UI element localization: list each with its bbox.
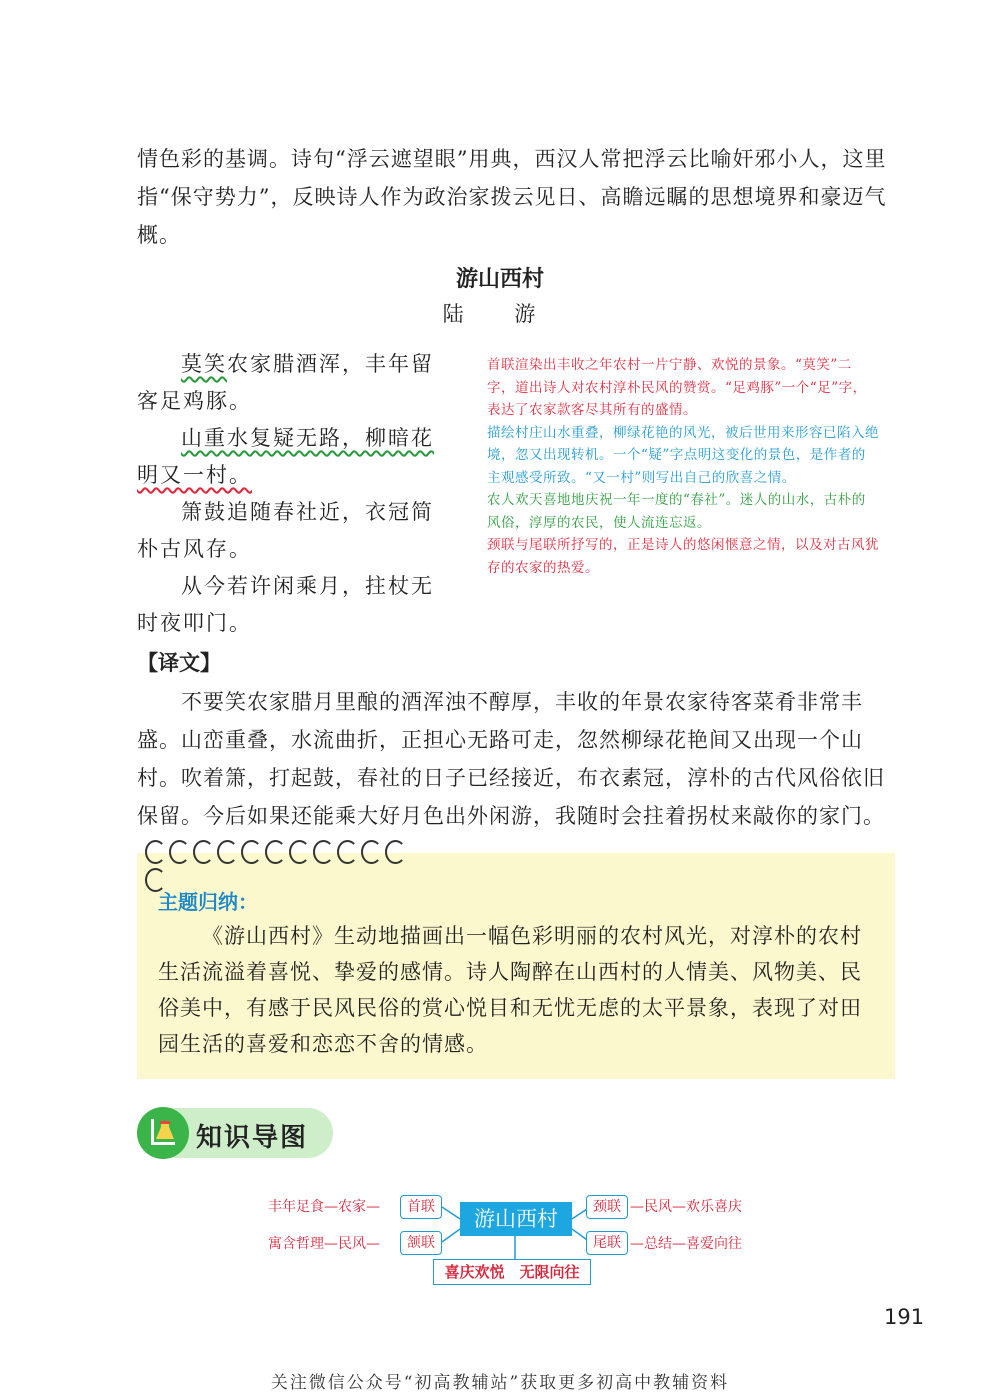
flask-icon-svg	[137, 1107, 189, 1159]
poem-highlight-moxiao: 莫笑	[181, 352, 227, 376]
theme-text	[158, 918, 880, 1062]
intro-paragraph: 情色彩的基调。诗句“浮云遮望眼”用典，西汉人常把浮云比喻奸邪小人，这里指“保守势力”，反映诗人作为政治家拨云见日、高瞻远瞩的思想境界和豪迈气概。	[137, 147, 887, 247]
annotation-note-3: 农人欢天喜地地庆祝一年一度的“春社”。迷人的山水，古朴的风俗，淳厚的农民，使人流连忘返。	[487, 492, 866, 531]
mind-map-right-2: —总结—喜爱向往	[630, 1236, 742, 1252]
ring-icon	[289, 840, 310, 864]
knowledge-map-title: 知识导图	[196, 1123, 309, 1153]
translation-text	[137, 683, 897, 835]
poem-highlight-line3: 山重水复疑无路，柳暗花	[181, 426, 434, 450]
poem-annotations	[487, 354, 879, 579]
poem-title: 游山西村	[455, 267, 544, 292]
poem-line-7: 从今若许闲乘月，拄杖无	[181, 574, 434, 598]
ring-icon	[217, 840, 238, 864]
footer-watermark: 关注微信公众号“初高教辅站”获取更多初高中教辅资料	[270, 1373, 730, 1393]
theme-body: 《游山西村》生动地描画出一幅色彩明丽的农村风光，对淳朴的农村生活流溢着喜悦、挚爱的感情。诗人陶醉在山西村的人情美、风物美、民俗美中，有感于民风民俗的赏心悦目和无忧无虑的太平景象，表现了对田园生活的喜爱和恋恋不舍的情感。	[158, 924, 862, 1056]
translation-body: 不要笑农家腊月里酿的酒浑浊不醇厚，丰收的年景农家待客菜肴非常丰盛。山峦重叠，水流曲折，正担心无路可走，忽然柳绿花艳间又出现一个山村。吹着箫，打起鼓，春社的日子已经接近，布衣素冠，淳朴的古代风俗依旧保留。今后如果还能乘大好月色出外闲游，我随时会拄着拐杖来敲你的家门。	[137, 690, 885, 828]
flask-icon	[137, 1107, 189, 1159]
mind-map-center: 游山西村	[460, 1202, 572, 1236]
mind-map-tag-weilian: 尾联	[586, 1231, 628, 1255]
poem-line-3	[137, 420, 437, 457]
ring-icon	[241, 840, 262, 864]
poem-body	[137, 346, 437, 642]
ring-icon	[145, 840, 166, 864]
poem-highlight-line4: 明又一村。	[137, 463, 252, 487]
poem-line-2: 客足鸡豚。	[137, 389, 252, 413]
poem-line-1	[137, 346, 437, 383]
poem-line-8: 时夜叩门。	[137, 611, 252, 635]
ring-icon	[337, 840, 358, 864]
ring-icon	[169, 840, 190, 864]
mind-map-left-2: 寓含哲理—民风—	[268, 1236, 380, 1252]
notebook-rings	[145, 840, 415, 870]
ring-icon	[265, 840, 286, 864]
poem-line-1-rest: 农家腊酒浑，丰年留	[227, 352, 434, 376]
annotation-note-1: 首联渲染出丰收之年农村一片宁静、欢悦的景象。“莫笑”二字，道出诗人对农村淳朴民风的赞赏。“足鸡豚”一个“足”字，表达了农家款客尽其所有的盛情。	[487, 357, 867, 418]
mind-map-tag-hanlian: 颔联	[400, 1231, 442, 1255]
poem-line-5: 箫鼓追随春社近，衣冠简	[181, 500, 434, 524]
mind-map-left-1: 丰年足食—农家—	[268, 1199, 380, 1215]
annotation-note-4: 颈联与尾联所抒写的，正是诗人的悠闲惬意之情，以及对古风犹存的农家的热爱。	[487, 537, 879, 576]
theme-title: 主题归纳：	[158, 890, 258, 914]
page-number: 191	[884, 1305, 925, 1329]
ring-icon	[361, 840, 382, 864]
poem-author: 陆 游	[442, 302, 558, 326]
mind-map-bottom: 喜庆欢悦 无限向往	[433, 1259, 591, 1285]
poem-line-4	[137, 457, 437, 494]
ring-icon	[385, 840, 406, 864]
ring-icon	[313, 840, 334, 864]
ring-icon	[193, 840, 214, 864]
mind-map-right-1: —民风—欢乐喜庆	[630, 1199, 742, 1215]
annotation-note-2: 描绘村庄山水重叠，柳绿花艳的风光，被后世用来形容已陷入绝境，忽又出现转机。一个“疑”字点明这变化的景色，是作者的主观感受所致。“又一村”则写出自己的欣喜之情。	[487, 424, 879, 486]
translation-heading: 【译文】	[137, 651, 221, 675]
mind-map-tag-shoulian: 首联	[400, 1195, 442, 1219]
poem-line-6: 朴古风存。	[137, 537, 252, 561]
mind-map-tag-jinglian: 颈联	[586, 1195, 628, 1219]
